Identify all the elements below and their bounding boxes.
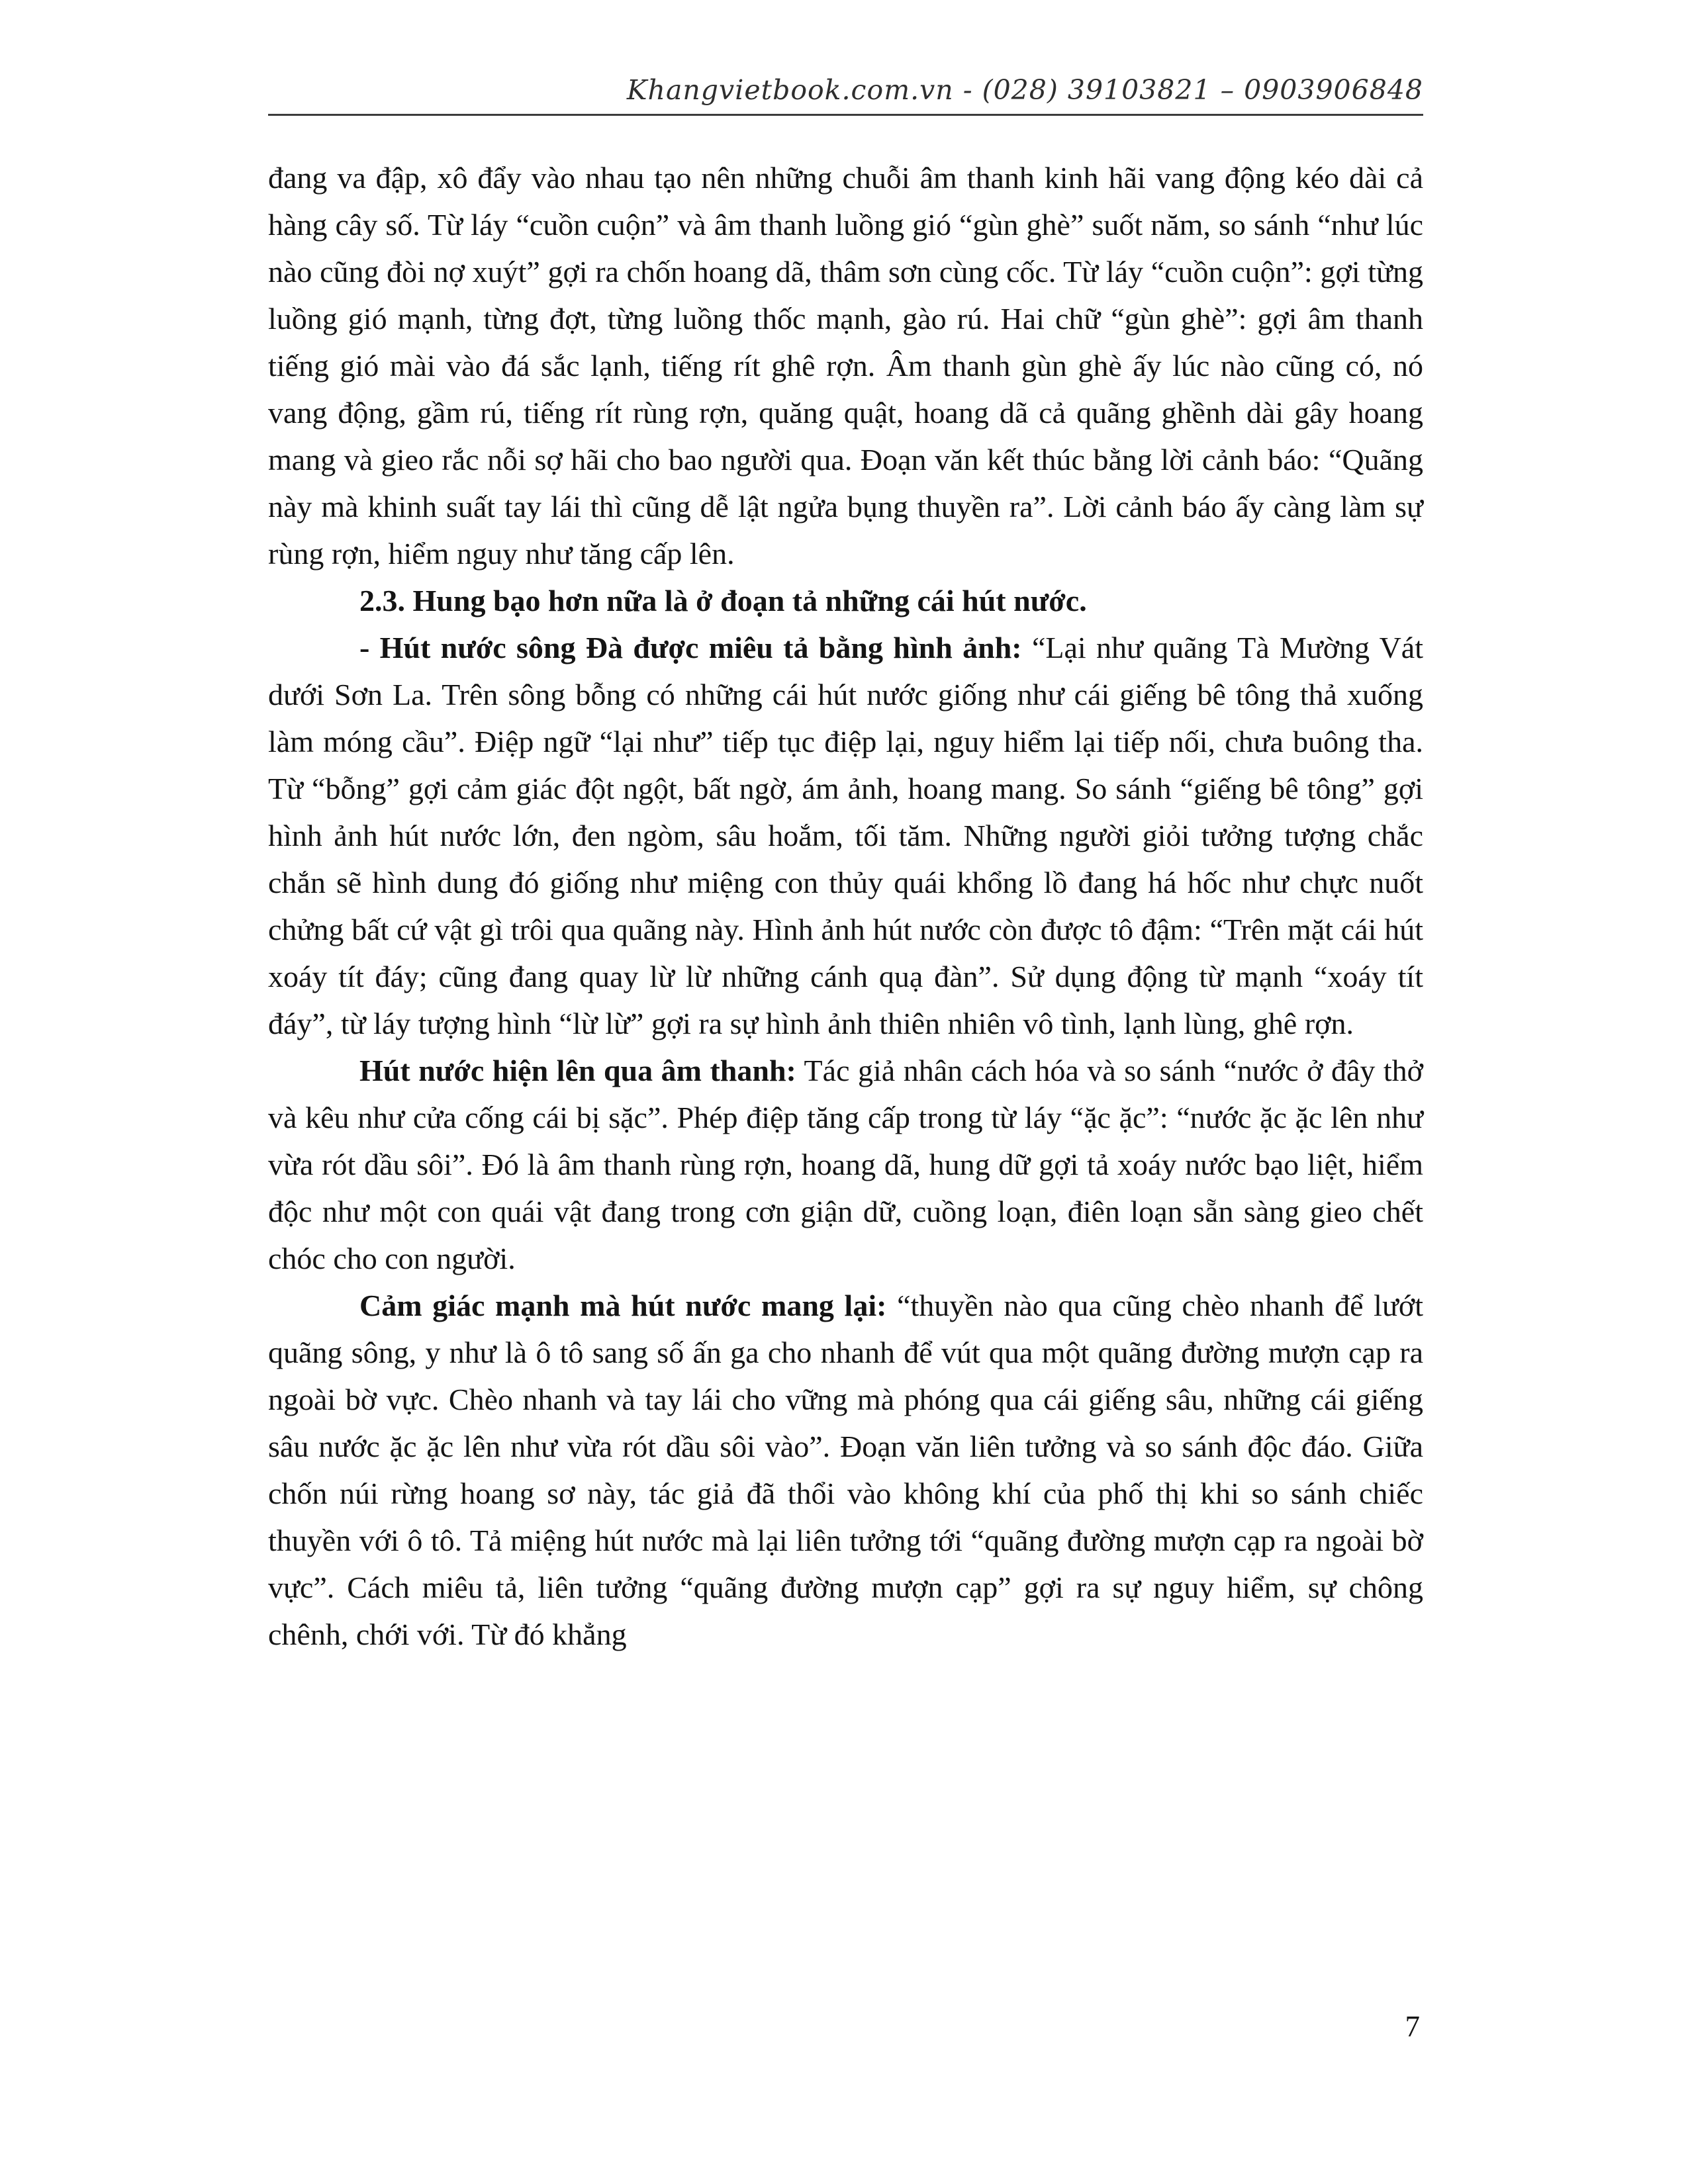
paragraph-text: đang va đập, xô đẩy vào nhau tạo nên những chuỗi âm thanh kinh hãi vang động kéo dài cả hàng cây số. Từ láy “cuồn cuộn” và âm thanh luồng gió “gùn ghè” suốt năm, so sánh “như lúc nào cũng đòi nợ xuýt” gợi ra chốn hoang dã, thâm sơn cùng cốc. Từ láy “cuồn cuộn”: gợi từng luồng gió mạnh, từng đợt, từng luồng thốc mạnh, gào rú. Hai chữ “gùn ghè”: gợi âm thanh tiếng gió mài vào đá sắc lạnh, tiếng rít ghê rợn. Âm thanh gùn ghè ấy lúc nào cũng có, nó vang động, gầm rú, tiếng rít rùng rợn, quăng quật, hoang dã cả quãng ghềnh dài gây hoang mang và gieo rắc nỗi sợ hãi cho bao người qua. Đoạn văn kết thúc bằng lời cảnh báo: “Quãng này mà khinh suất tay lái thì cũng dễ lật ngửa bụng thuyền ra”. Lời cảnh báo ấy càng làm sự rùng rợn, hiểm nguy như tăng cấp lên. bbox=[268, 161, 1423, 570]
paragraph-bold-lead: Hút nước hiện lên qua âm thanh: bbox=[359, 1054, 796, 1087]
paragraph-text: Tác giả nhân cách hóa và so sánh “nước ở đây thở và kêu như cửa cống cái bị sặc”. Phép điệp tăng cấp trong từ láy “ặc ặc”: “nước ặc ặc lên như vừa rót dầu sôi”. Đó là âm thanh rùng rợn, hoang dã, hung dữ gợi tả xoáy nước bạo liệt, hiểm độc như một con quái vật đang trong cơn giận dữ, cuồng loạn, điên loạn sẵn sàng gieo chết chóc cho con người. bbox=[268, 1054, 1423, 1275]
heading-text: 2.3. Hung bạo hơn nữa là ở đoạn tả những cái hút nước. bbox=[359, 584, 1087, 617]
paragraph-continuation bbox=[268, 154, 1423, 577]
paragraph-text: “Lại như quãng Tà Mường Vát dưới Sơn La. Trên sông bỗng có những cái hút nước giống như cái giếng bê tông thả xuống làm móng cầu”. Điệp ngữ “lại như” tiếp tục điệp lại, nguy hiểm lại tiếp nối, chưa buông tha. Từ “bỗng” gợi cảm giác đột ngột, bất ngờ, ám ảnh, hoang mang. So sánh “giếng bê tông” gợi hình ảnh hút nước lớn, đen ngòm, sâu hoắm, tối tăm. Những người giỏi tưởng tượng chắc chắn sẽ hình dung đó giống như miệng con thủy quái khổng lồ đang há hốc như chực nuốt chửng bất cứ vật gì trôi qua quãng này. Hình ảnh hút nước còn được tô đậm: “Trên mặt cái hút xoáy tít đáy; cũng đang quay lừ lừ những cánh quạ đàn”. Sử dụng động từ mạnh “xoáy tít đáy”, từ láy tượng hình “lừ lừ” gợi ra sự hình ảnh thiên nhiên vô tình, lạnh lùng, ghê rợn. bbox=[268, 631, 1424, 1040]
paragraph-hut-nuoc-sound bbox=[268, 1047, 1423, 1282]
paragraph-text: “thuyền nào qua cũng chèo nhanh để lướt quãng sông, y như là ô tô sang số ấn ga cho nhanh để vút qua một quãng đường mượn cạp ra ngoài bờ vực. Chèo nhanh và tay lái cho vững mà phóng qua cái giếng sâu, những cái giếng sâu nước ặc ặc lên như vừa rót dầu sôi vào”. Đoạn văn liên tưởng và so sánh độc đáo. Giữa chốn núi rừng hoang sơ này, tác giả đã thổi vào không khí của phố thị khi so sánh chiếc thuyền với ô tô. Tả miệng hút nước mà lại liên tưởng tới “quãng đường mượn cạp ra ngoài bờ vực”. Cách miêu tả, liên tưởng “quãng đường mượn cạp” gợi ra sự nguy hiểm, sự chông chênh, chới với. Từ đó khẳng bbox=[268, 1289, 1423, 1651]
paragraph-hut-nuoc-image bbox=[268, 624, 1423, 1047]
document-body bbox=[268, 154, 1423, 1658]
page-number: 7 bbox=[1405, 2010, 1420, 2043]
paragraph-bold-lead: - Hút nước sông Đà được miêu tả bằng hình ảnh: bbox=[359, 631, 1022, 664]
paragraph-hut-nuoc-feeling bbox=[268, 1282, 1423, 1658]
header-publisher-contact: Khangvietbook.com.vn - (028) 39103821 – 0903906848 bbox=[626, 74, 1423, 106]
section-heading-2-3 bbox=[268, 577, 1423, 624]
page-header bbox=[268, 74, 1423, 116]
paragraph-bold-lead: Cảm giác mạnh mà hút nước mang lại: bbox=[359, 1289, 887, 1322]
